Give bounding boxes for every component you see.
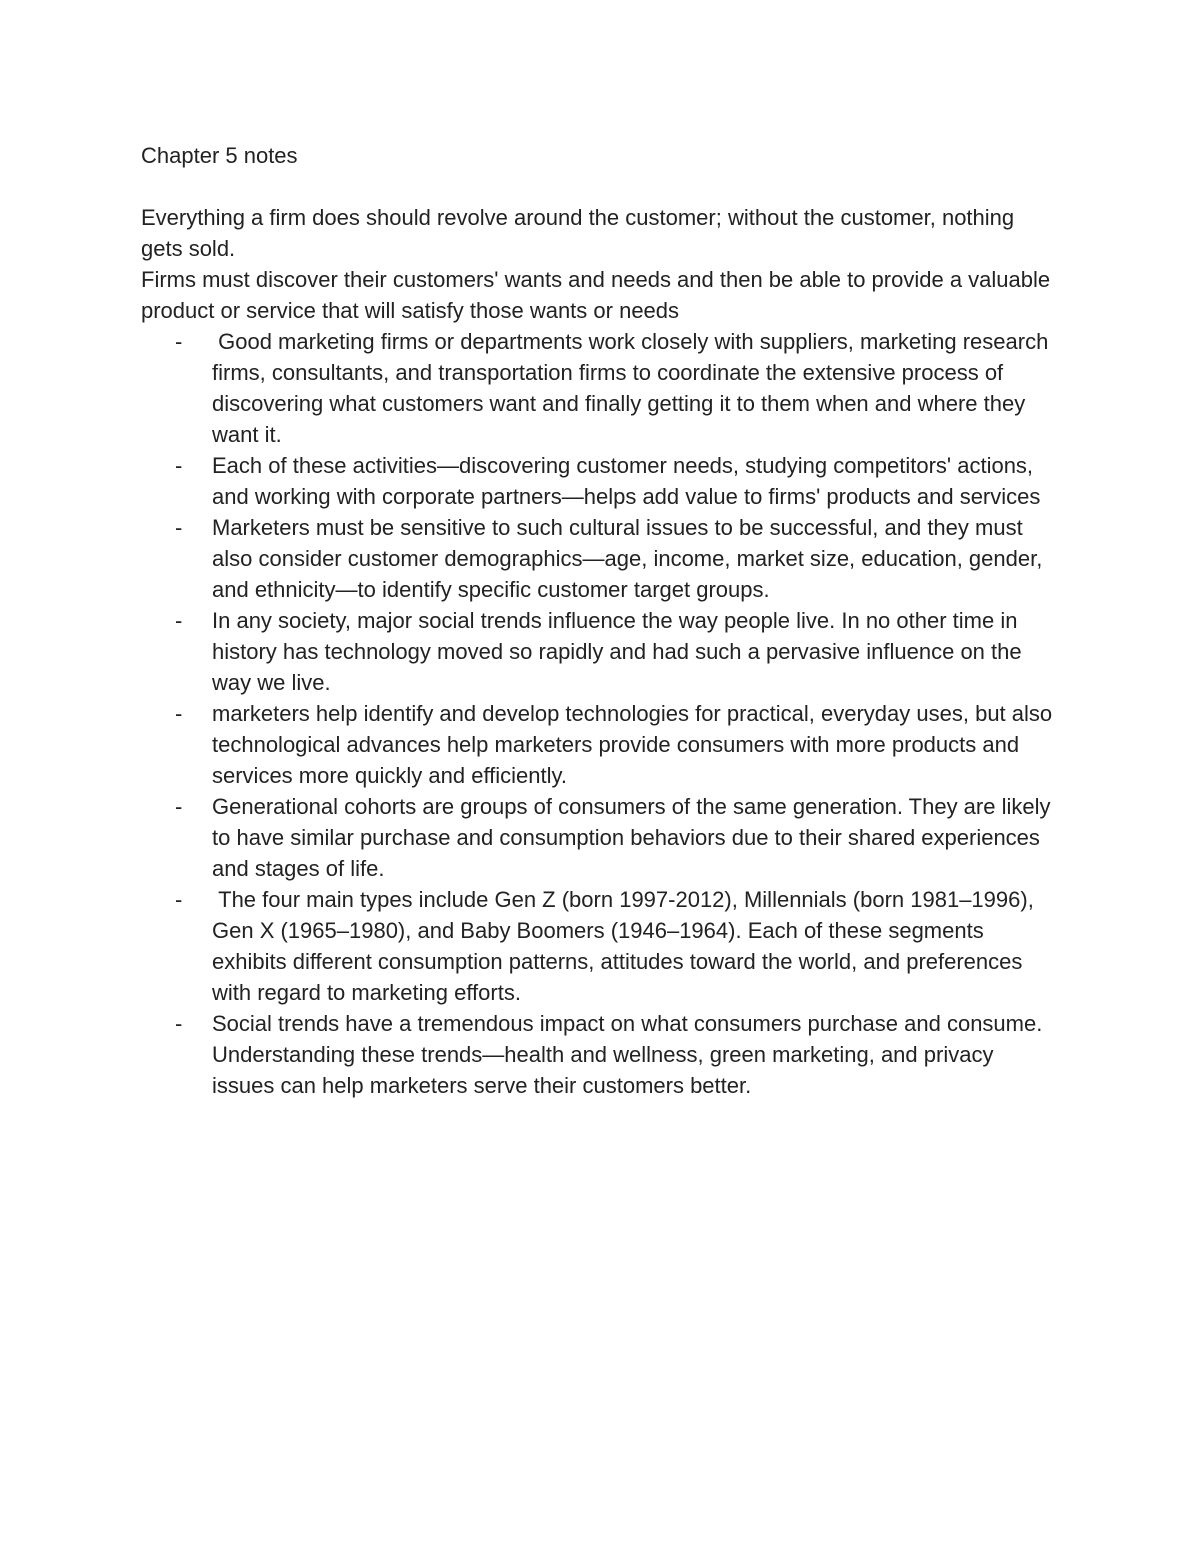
list-item xyxy=(141,512,1061,605)
list-item xyxy=(141,698,1061,791)
list-item xyxy=(141,450,1061,512)
list-item xyxy=(141,1008,1061,1101)
notes-bullet-list xyxy=(141,326,1061,1101)
document-body xyxy=(141,140,1061,1101)
list-item-text: In any society, major social trends influence the way people live. In no other time in history has technology moved so rapidly and had such a pervasive influence on the way we live. xyxy=(212,608,1022,695)
document-title: Chapter 5 notes xyxy=(141,143,298,168)
list-item xyxy=(141,326,1061,450)
list-item-text: Social trends have a tremendous impact on what consumers purchase and consume. Understanding these trends—health and wellness, green marketing, and privacy issues can help marketers serve their customers better. xyxy=(212,1011,1043,1098)
list-item-text: Each of these activities—discovering customer needs, studying competitors' actions, and working with corporate partners—helps add value to firms' products and services xyxy=(212,453,1041,509)
list-item xyxy=(141,884,1061,1008)
list-item-text: marketers help identify and develop technologies for practical, everyday uses, but also technological advances help marketers provide consumers with more products and services more quickly and efficiently. xyxy=(212,701,1053,788)
dash-marker: - xyxy=(175,1011,183,1036)
list-item-text: Good marketing firms or departments work closely with suppliers, marketing research firms, consultants, and transportation firms to coordinate the extensive process of discovering what customers want and finally getting it to them when and where they want it. xyxy=(212,329,1055,447)
intro-paragraph-1: Everything a firm does should revolve around the customer; without the customer, nothing gets sold. xyxy=(141,205,1015,261)
dash-marker: - xyxy=(175,515,183,540)
dash-marker: - xyxy=(175,329,183,354)
list-item xyxy=(141,791,1061,884)
dash-marker: - xyxy=(175,453,183,478)
list-item-text: The four main types include Gen Z (born 1997-2012), Millennials (born 1981–1996), Gen X (1965–1980), and Baby Boomers (1946–1964). Each of these segments exhibits different consumption patterns, attitudes toward the world, and preferences with regard to marketing efforts. xyxy=(212,887,1040,1005)
list-item xyxy=(141,605,1061,698)
list-item-text: Generational cohorts are groups of consumers of the same generation. They are likely to have similar purchase and consumption behaviors due to their shared experiences and stages of life. xyxy=(212,794,1051,881)
blank-line xyxy=(141,171,1061,202)
dash-marker: - xyxy=(175,887,183,912)
list-item-text: Marketers must be sensitive to such cultural issues to be successful, and they must also consider customer demographics—age, income, market size, education, gender, and ethnicity—to identify specific customer target groups. xyxy=(212,515,1043,602)
intro-paragraph-2: Firms must discover their customers' wants and needs and then be able to provide a valuable product or service that will satisfy those wants or needs xyxy=(141,267,1051,323)
dash-marker: - xyxy=(175,701,183,726)
dash-marker: - xyxy=(175,608,183,633)
dash-marker: - xyxy=(175,794,183,819)
